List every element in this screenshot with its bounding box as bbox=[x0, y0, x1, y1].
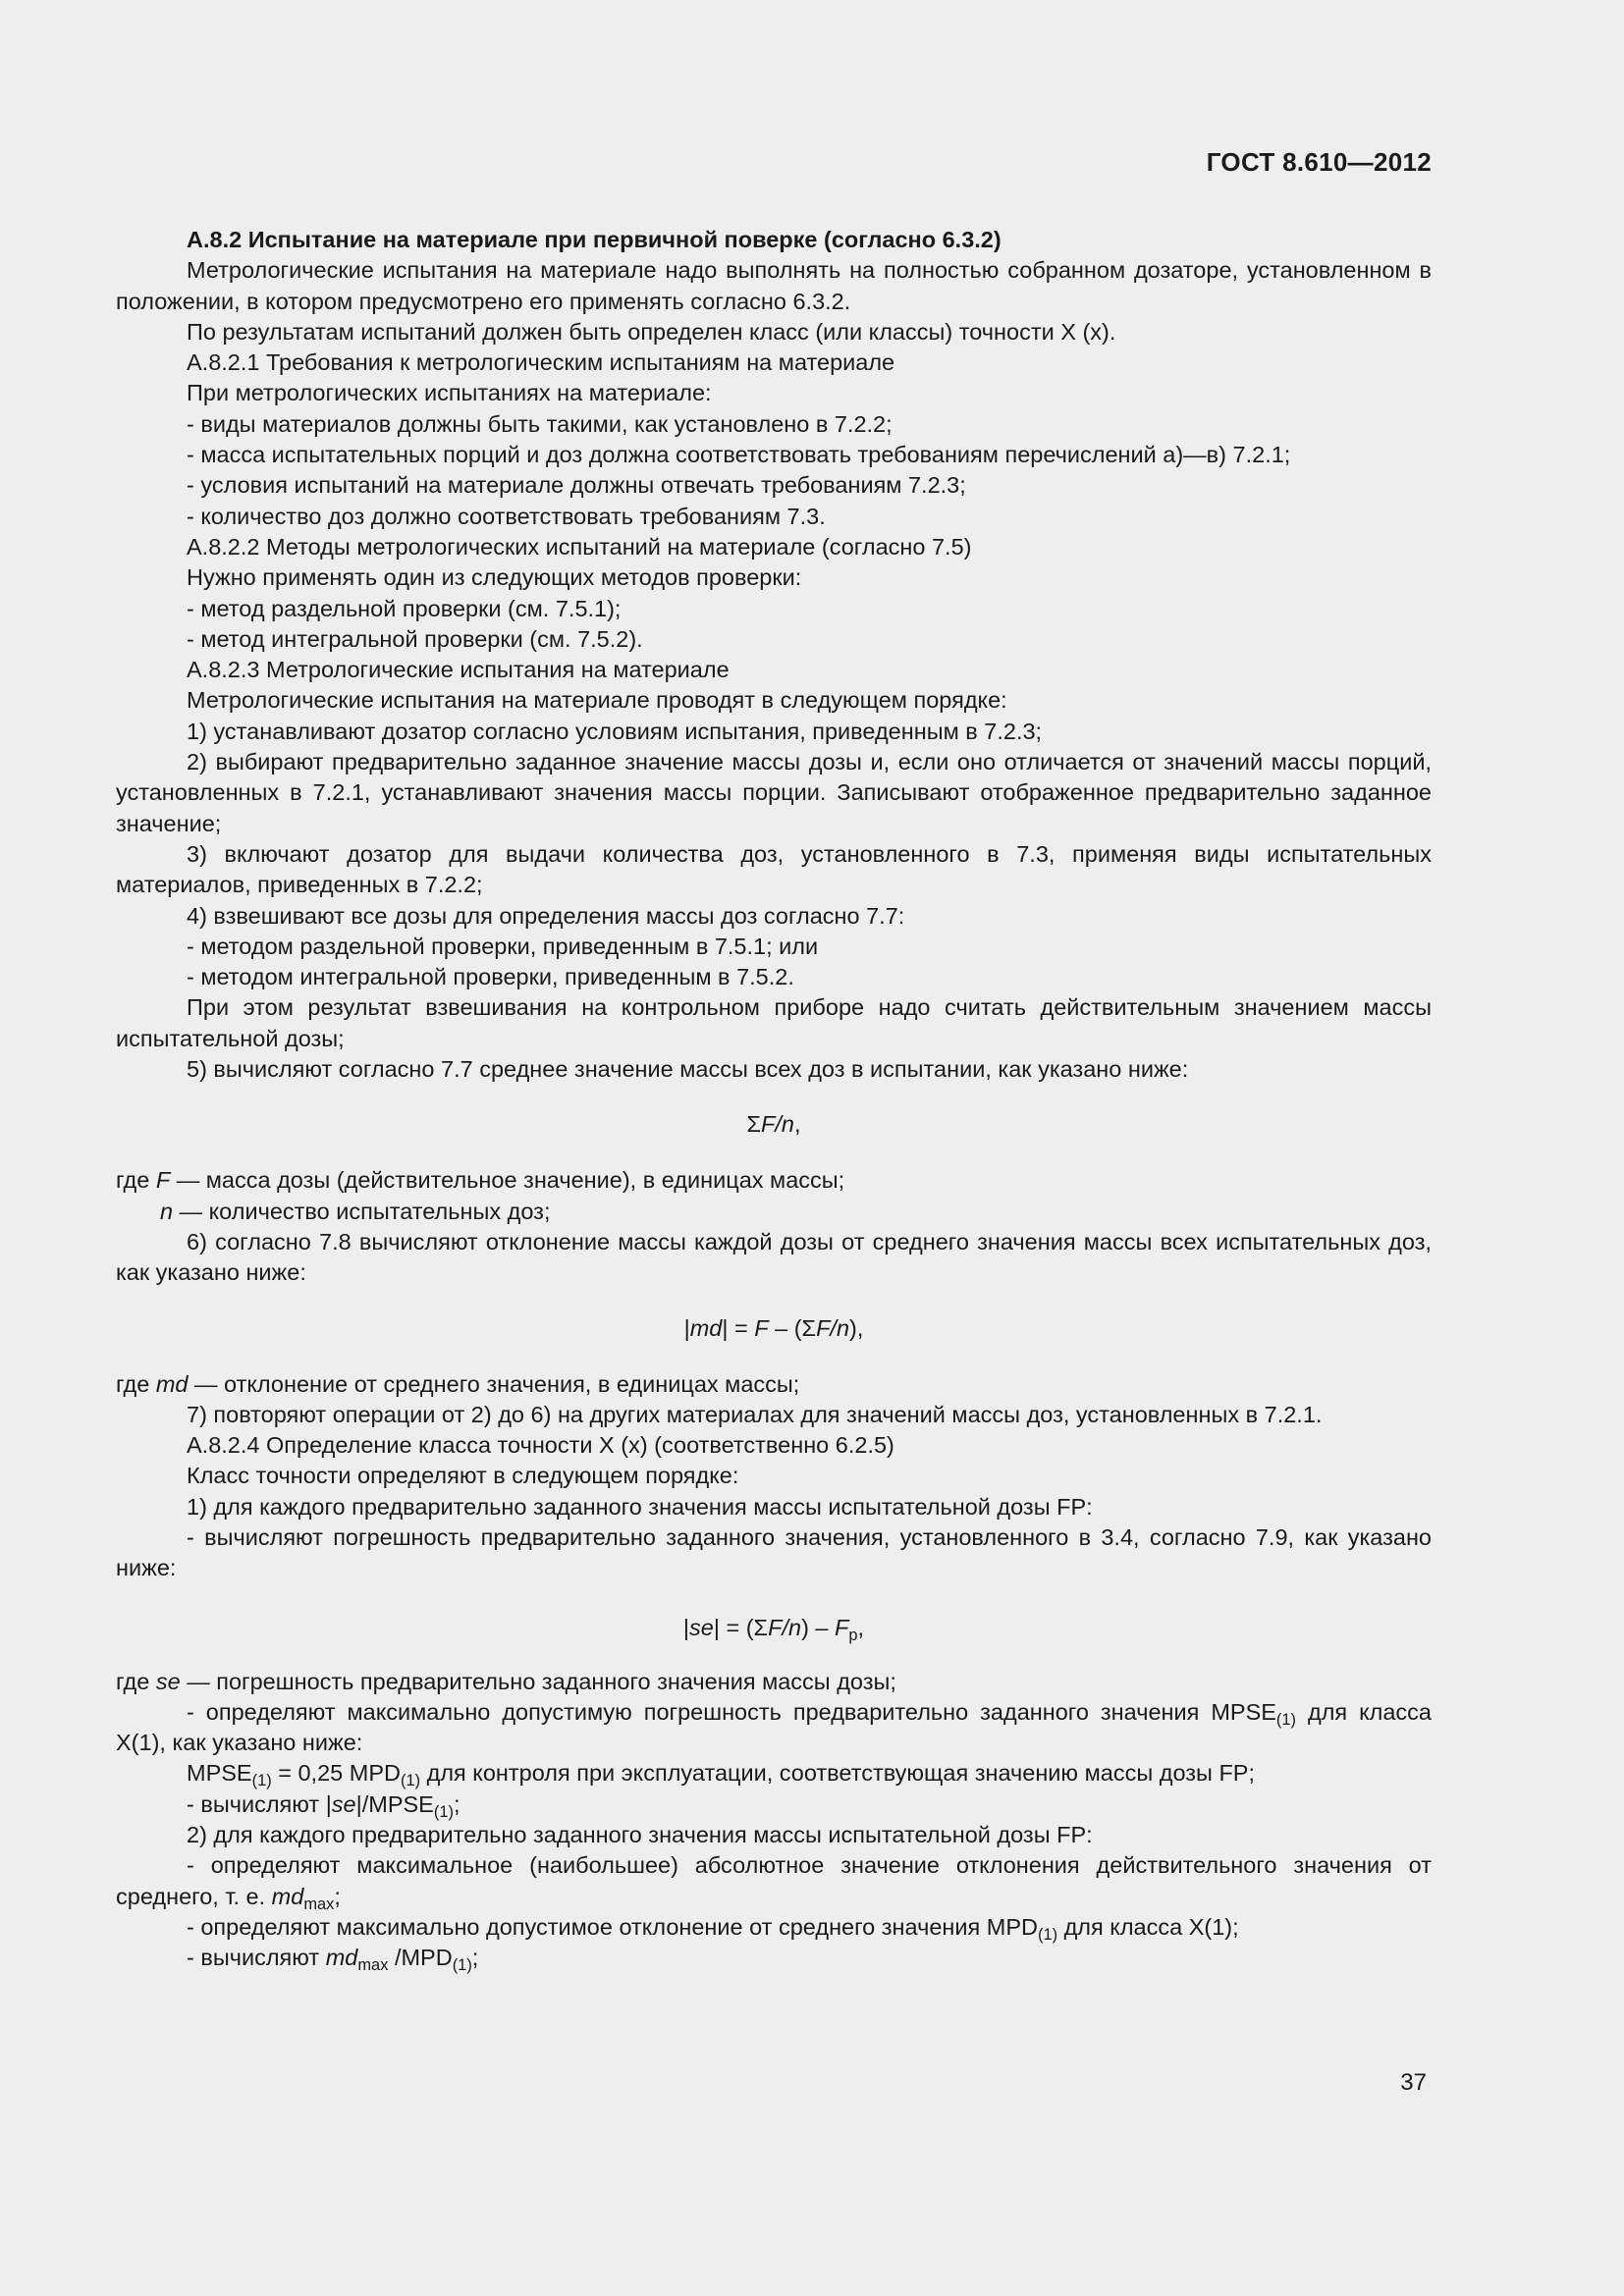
formula-preset-error bbox=[116, 1602, 1432, 1653]
formula-part: | = (Σ bbox=[713, 1614, 769, 1640]
list-item bbox=[116, 1912, 1432, 1943]
text-run: для контроля при эксплуатации, соответствующая значению массы дозы FP; bbox=[420, 1760, 1256, 1787]
subsection-heading: А.8.2.4 Определение класса точности X (x) (соответственно 6.2.5) bbox=[187, 1432, 894, 1459]
formula-part: Σ bbox=[746, 1111, 762, 1138]
subsection-heading: А.8.2.1 Требования к метрологическим испытаниям на материале bbox=[187, 349, 895, 376]
where-line bbox=[116, 1165, 1432, 1196]
symbol-definition: — количество испытательных доз; bbox=[173, 1198, 551, 1224]
formula-part: , bbox=[793, 1111, 801, 1138]
paragraph: По результатам испытаний должен быть определен класс (или классы) точности X (x). bbox=[187, 318, 1116, 345]
paragraph: Класс точности определяют в следующем порядке: bbox=[187, 1463, 739, 1489]
list-item: - метод раздельной проверки (см. 7.5.1); bbox=[187, 595, 622, 621]
list-item: 5) вычисляют согласно 7.7 среднее значение массы всех доз в испытании, как указано ниже: bbox=[187, 1056, 1189, 1083]
formula-part: | bbox=[683, 1314, 690, 1341]
formula-part: | bbox=[682, 1614, 690, 1640]
list-item: 3) включают дозатор для выдачи количества доз, установленного в 7.3, применяя виды испытательных материалов, приведенных в 7.2.2; bbox=[116, 840, 1432, 898]
text-run: ; bbox=[453, 1790, 460, 1817]
list-item: - методом интегральной проверки, приведенным в 7.5.2. bbox=[187, 964, 794, 990]
text-run: /MPD bbox=[388, 1945, 453, 1971]
paragraph: При этом результат взвешивания на контрольном приборе надо считать действительным значением массы испытательной дозы; bbox=[116, 994, 1432, 1051]
symbol-definition: — отклонение от среднего значения, в единицах массы; bbox=[188, 1370, 800, 1397]
formula-part: , bbox=[857, 1614, 865, 1640]
document-header: ГОСТ 8.610—2012 bbox=[1206, 147, 1432, 177]
where-label: где bbox=[116, 1370, 150, 1397]
paragraph: При метрологических испытаниях на материале: bbox=[187, 380, 712, 406]
list-item bbox=[116, 1789, 1432, 1820]
text-run: - определяют максимально допустимое отклонение от среднего значения MPD bbox=[187, 1913, 1038, 1940]
formula-var: md bbox=[689, 1314, 723, 1341]
text-run: - определяют максимальное (наибольшее) абсолютное значение отклонения действительного значения от среднего, т. е. bbox=[116, 1852, 1432, 1909]
symbol: se bbox=[331, 1790, 356, 1817]
list-item bbox=[116, 1850, 1432, 1912]
formula-part: – (Σ bbox=[768, 1314, 817, 1341]
formula-var: F/n bbox=[761, 1111, 794, 1138]
list-item: 7) повторяют операции от 2) до 6) на других материалах для значений массы доз, установленных в 7.2.1. bbox=[187, 1401, 1323, 1427]
formula-part: ) – bbox=[801, 1614, 836, 1640]
list-item: 1) устанавливают дозатор согласно условиям испытания, приведенным в 7.2.3; bbox=[187, 718, 1043, 744]
text-run: ; bbox=[471, 1945, 479, 1971]
text-run: - вычисляют bbox=[187, 1945, 326, 1971]
symbol: md bbox=[271, 1883, 304, 1909]
where-label: где bbox=[116, 1167, 150, 1194]
formula-subscript: p bbox=[848, 1626, 858, 1644]
formula-var: F/n bbox=[768, 1614, 802, 1640]
formula-part: ), bbox=[849, 1314, 864, 1341]
where-line bbox=[116, 1667, 1432, 1697]
subscript: max bbox=[303, 1895, 335, 1913]
text-run: |/MPSE bbox=[355, 1790, 434, 1817]
subscript: (1) bbox=[433, 1802, 454, 1821]
subscript: (1) bbox=[251, 1772, 272, 1790]
formula-var: F/n bbox=[816, 1314, 850, 1341]
list-item: - условия испытаний на материале должны отвечать требованиям 7.2.3; bbox=[187, 472, 966, 499]
document-body bbox=[116, 225, 1432, 1974]
text-run: - вычисляют | bbox=[187, 1790, 332, 1817]
subscript: max bbox=[357, 1956, 389, 1975]
list-item: - вычисляют погрешность предварительно заданного значения, установленного в 3.4, согласно 7.9, как указано ниже: bbox=[116, 1523, 1432, 1581]
list-item bbox=[116, 1697, 1432, 1759]
formula-line bbox=[116, 1758, 1432, 1789]
formula-deviation bbox=[116, 1303, 1432, 1354]
where-label: где bbox=[116, 1668, 150, 1694]
formula-var: se bbox=[689, 1614, 714, 1640]
text-run: - определяют максимально допустимую погрешность предварительно заданного значения MPSE bbox=[187, 1698, 1276, 1725]
symbol: n bbox=[160, 1198, 174, 1224]
subscript: (1) bbox=[452, 1956, 472, 1975]
list-item: 2) для каждого предварительно заданного значения массы испытательной дозы FP: bbox=[187, 1822, 1093, 1848]
text-run: = 0,25 MPD bbox=[271, 1760, 401, 1787]
where-line bbox=[116, 1369, 1432, 1400]
list-item: - масса испытательных порций и доз должна соответствовать требованиям перечислений а)—в) 7.2.1; bbox=[187, 442, 1291, 468]
subsection-heading: А.8.2.2 Методы метрологических испытаний на материале (согласно 7.5) bbox=[187, 533, 972, 560]
list-item: 6) согласно 7.8 вычисляют отклонение массы каждой дозы от среднего значения массы всех испытательных доз, как указано ниже: bbox=[116, 1228, 1432, 1286]
symbol: md bbox=[155, 1370, 189, 1397]
paragraph: Метрологические испытания на материале надо выполнять на полностью собранном дозаторе, установленном в положении, в котором предусмотрено его применять согласно 6.3.2. bbox=[116, 257, 1432, 314]
subsection-heading: А.8.2.3 Метрологические испытания на материале bbox=[187, 657, 730, 683]
formula-mean-mass bbox=[116, 1098, 1432, 1149]
paragraph: Нужно применять один из следующих методов проверки: bbox=[187, 564, 802, 591]
list-item: 2) выбирают предварительно заданное значение массы дозы и, если оно отличается от значений массы порций, установленных в 7.2.1, устанавливают значения массы порции. Записывают отображенное предварительно заданное значение; bbox=[116, 749, 1432, 836]
text-run: для класса X(1), как указано ниже: bbox=[116, 1698, 1432, 1756]
formula-part: | = bbox=[722, 1314, 755, 1341]
list-item: - методом раздельной проверки, приведенным в 7.5.1; или bbox=[187, 933, 819, 959]
symbol: F bbox=[155, 1167, 171, 1194]
where-line bbox=[116, 1197, 1432, 1227]
formula-var: F bbox=[754, 1314, 769, 1341]
symbol: md bbox=[325, 1945, 358, 1971]
list-item: 4) взвешивают все дозы для определения массы доз согласно 7.7: bbox=[187, 902, 905, 929]
page-number: 37 bbox=[1400, 2069, 1427, 2096]
paragraph: Метрологические испытания на материале проводят в следующем порядке: bbox=[187, 687, 1007, 714]
symbol-definition: — погрешность предварительно заданного значения массы дозы; bbox=[180, 1668, 896, 1694]
formula-var: F bbox=[835, 1614, 849, 1640]
symbol: se bbox=[155, 1668, 181, 1694]
symbol-definition: — масса дозы (действительное значение), в единицах массы; bbox=[170, 1167, 845, 1194]
text-run: для класса X(1); bbox=[1057, 1913, 1239, 1940]
section-heading: А.8.2 Испытание на материале при первичной поверке (согласно 6.3.2) bbox=[187, 227, 1001, 252]
subscript: (1) bbox=[400, 1772, 421, 1790]
list-item: 1) для каждого предварительно заданного значения массы испытательной дозы FP: bbox=[187, 1493, 1093, 1520]
list-item: - виды материалов должны быть такими, как установлено в 7.2.2; bbox=[187, 410, 893, 437]
list-item: - количество доз должно соответствовать требованиям 7.3. bbox=[187, 503, 826, 529]
subscript: (1) bbox=[1275, 1710, 1297, 1729]
text-run: MPSE bbox=[187, 1760, 252, 1787]
text-run: ; bbox=[334, 1883, 341, 1909]
list-item bbox=[116, 1943, 1432, 1973]
list-item: - метод интегральной проверки (см. 7.5.2). bbox=[187, 625, 643, 652]
subscript: (1) bbox=[1037, 1925, 1058, 1944]
